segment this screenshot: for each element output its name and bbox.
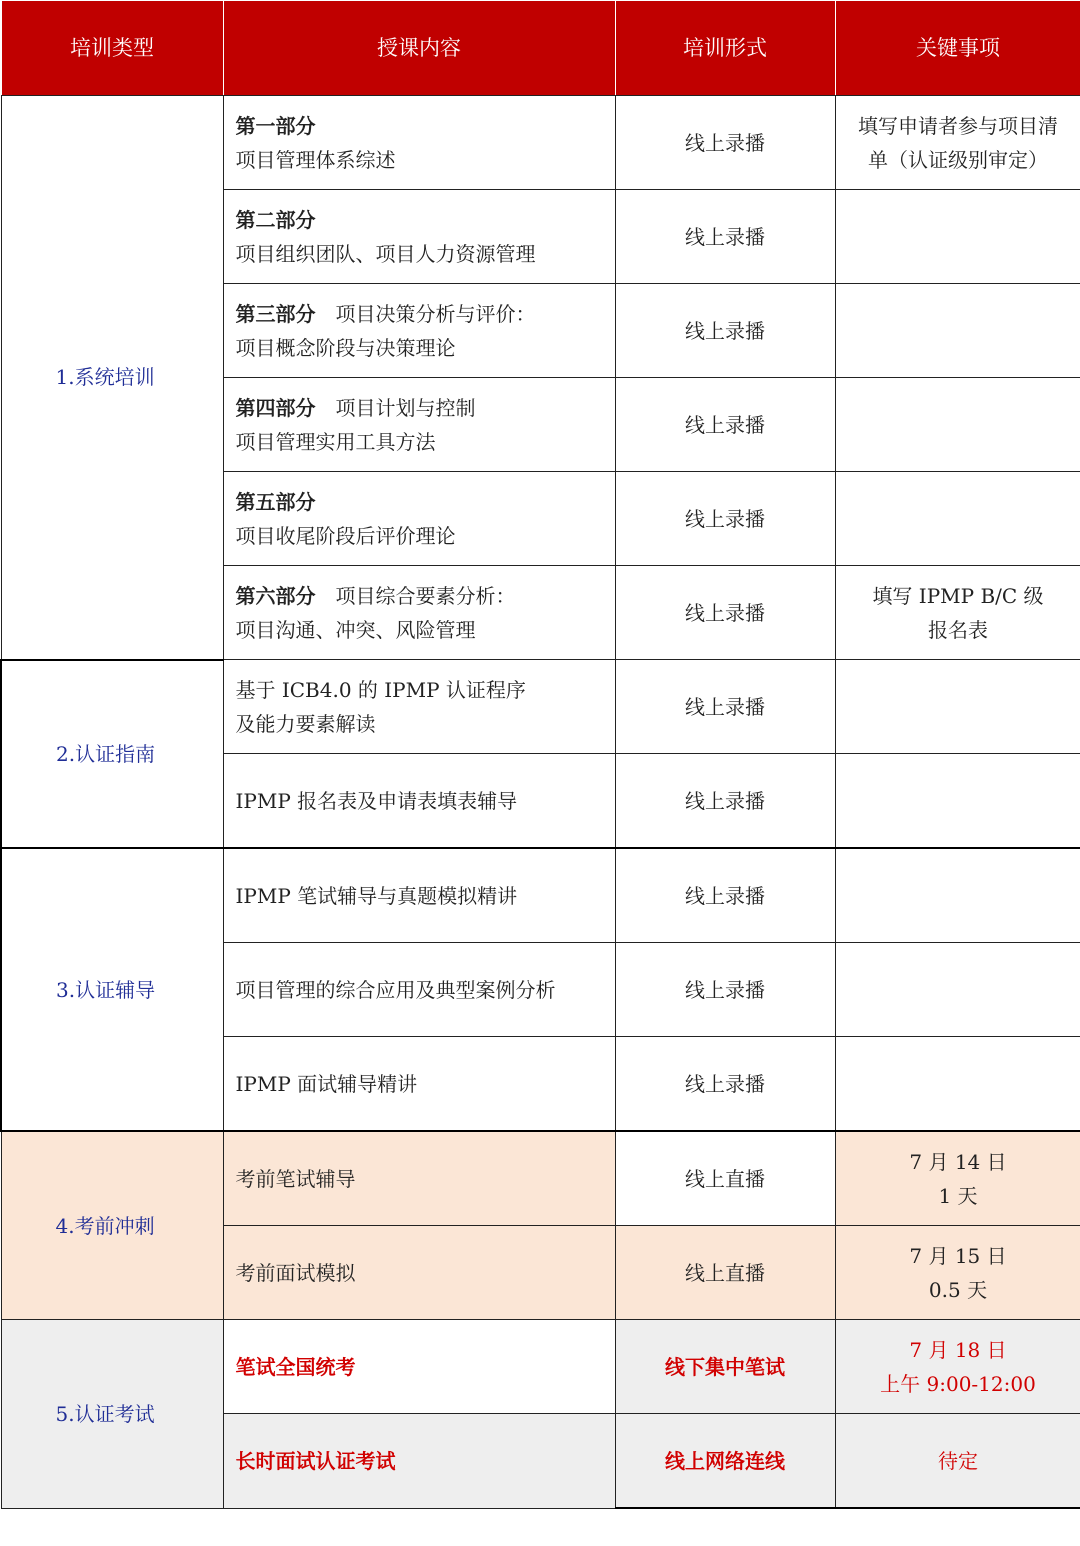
header-training-type: 培训类型	[1, 1, 223, 96]
training-form: 线上直播	[615, 1226, 835, 1320]
note-line: 7 月 18 日	[909, 1337, 1007, 1362]
note-line: 填写 IPMP B/C 级	[872, 583, 1044, 608]
section-type-4: 4.考前冲刺	[1, 1131, 223, 1320]
course-content	[223, 378, 615, 472]
header-key-notes: 关键事项	[835, 1, 1080, 96]
key-note	[835, 566, 1080, 660]
part-title: 第五部分	[235, 489, 316, 514]
course-content: 考前笔试辅导	[223, 1131, 615, 1226]
note-line: 7 月 14 日	[909, 1149, 1007, 1174]
content-line: 项目组织团队、项目人力资源管理	[235, 241, 536, 266]
content-line: 项目管理体系综述	[235, 147, 396, 172]
note-line: 填写申请者参与项目清	[858, 113, 1058, 138]
course-content: IPMP 面试辅导精讲	[223, 1037, 615, 1132]
course-content	[223, 472, 615, 566]
header-training-form: 培训形式	[615, 1, 835, 96]
note-line: 7 月 15 日	[909, 1243, 1007, 1268]
table-row	[1, 660, 1080, 754]
training-form: 线上录播	[615, 848, 835, 943]
content-line: 项目管理实用工具方法	[235, 429, 436, 454]
part-title: 第四部分	[235, 395, 316, 420]
section-type-3: 3.认证辅导	[1, 848, 223, 1131]
section-type-2: 2.认证指南	[1, 660, 223, 849]
header-course-content: 授课内容	[223, 1, 615, 96]
key-note	[835, 472, 1080, 566]
course-content	[223, 566, 615, 660]
content-line: 及能力要素解读	[235, 711, 376, 736]
course-content: IPMP 报名表及申请表填表辅导	[223, 754, 615, 849]
note-line: 单（认证级别审定）	[868, 147, 1048, 172]
key-note	[835, 848, 1080, 943]
table-row	[1, 96, 1080, 190]
training-form: 线下集中笔试	[615, 1320, 835, 1414]
part-title: 第一部分	[235, 113, 316, 138]
training-form: 线上录播	[615, 1037, 835, 1132]
training-form: 线上直播	[615, 1131, 835, 1226]
part-title: 第六部分	[235, 583, 316, 608]
course-content: 笔试全国统考	[223, 1320, 615, 1414]
key-note	[835, 96, 1080, 190]
part-subtitle: 项目综合要素分析：	[315, 583, 516, 608]
course-content: 项目管理的综合应用及典型案例分析	[223, 943, 615, 1037]
training-form: 线上录播	[615, 378, 835, 472]
training-form: 线上录播	[615, 190, 835, 284]
course-content	[223, 190, 615, 284]
training-form: 线上录播	[615, 284, 835, 378]
course-content: IPMP 笔试辅导与真题模拟精讲	[223, 848, 615, 943]
training-form: 线上录播	[615, 566, 835, 660]
note-line: 报名表	[928, 617, 988, 642]
training-form: 线上录播	[615, 660, 835, 754]
table-row	[1, 848, 1080, 943]
key-note	[835, 378, 1080, 472]
course-content	[223, 660, 615, 754]
part-subtitle: 项目计划与控制	[315, 395, 476, 420]
key-note: 待定	[835, 1414, 1080, 1509]
key-note	[835, 284, 1080, 378]
key-note	[835, 943, 1080, 1037]
content-line: 基于 ICB4.0 的 IPMP 认证程序	[235, 677, 526, 702]
key-note	[835, 1131, 1080, 1226]
course-content	[223, 284, 615, 378]
content-line: 项目沟通、冲突、风险管理	[235, 617, 476, 642]
part-title: 第二部分	[235, 207, 316, 232]
training-form: 线上录播	[615, 472, 835, 566]
table-row	[1, 1320, 1080, 1414]
key-note	[835, 190, 1080, 284]
section-type-1: 1.系统培训	[1, 96, 223, 660]
course-content	[223, 96, 615, 190]
note-line: 1 天	[938, 1183, 978, 1208]
training-form: 线上录播	[615, 943, 835, 1037]
training-form: 线上录播	[615, 754, 835, 849]
table-row	[1, 1131, 1080, 1226]
key-note	[835, 1226, 1080, 1320]
note-line: 0.5 天	[928, 1277, 988, 1302]
training-form: 线上录播	[615, 96, 835, 190]
part-title: 第三部分	[235, 301, 316, 326]
content-line: 项目概念阶段与决策理论	[235, 335, 456, 360]
course-content: 考前面试模拟	[223, 1226, 615, 1320]
key-note	[835, 754, 1080, 849]
course-content: 长时面试认证考试	[223, 1414, 615, 1509]
table-header-row	[1, 1, 1080, 96]
key-note	[835, 1320, 1080, 1414]
part-subtitle: 项目决策分析与评价：	[315, 301, 536, 326]
key-note	[835, 660, 1080, 754]
note-line: 上午 9:00-12:00	[880, 1371, 1036, 1396]
section-type-5: 5.认证考试	[1, 1320, 223, 1509]
content-line: 项目收尾阶段后评价理论	[235, 523, 456, 548]
key-note	[835, 1037, 1080, 1132]
training-form: 线上网络连线	[615, 1414, 835, 1509]
